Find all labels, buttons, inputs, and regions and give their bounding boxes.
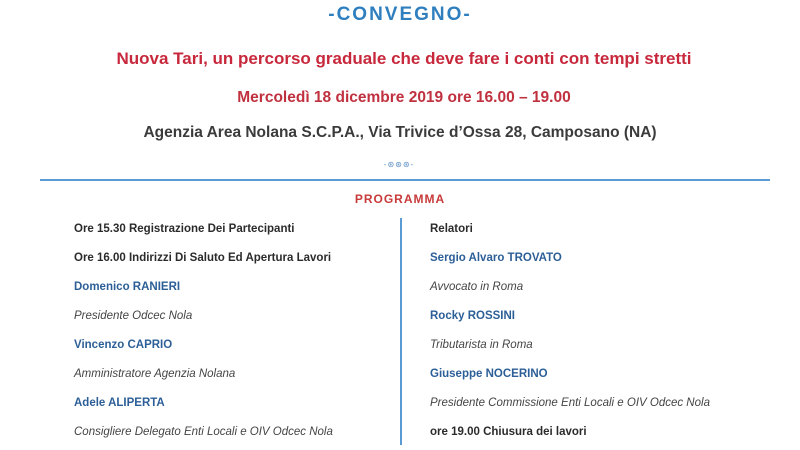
speaker-role: Consigliere Delegato Enti Locali e OIV Odcec Nola [74,426,333,438]
programma-left-column [74,218,333,450]
speaker-name: Adele ALIPERTA [74,397,165,409]
speaker-role: Tributarista in Roma [430,339,533,351]
horizontal-rule [40,179,770,181]
program-item: Ore 16.00 Indirizzi Di Saluto Ed Apertura Lavori [74,252,332,264]
relatori-heading: Relatori [430,223,473,235]
speaker-name: Domenico RANIERI [74,281,181,293]
program-item: ore 19.00 Chiusura dei lavori [430,426,587,438]
speaker-name: Rocky ROSSINI [430,310,515,322]
speaker-name: Giuseppe NOCERINO [430,368,548,380]
event-title: Nuova Tari, un percorso graduale che deve fare i conti con tempi stretti [116,49,692,68]
ornament-divider: -⊛⊛⊛- [383,160,415,169]
speaker-role: Avvocato in Roma [430,281,524,293]
programma-right-column [430,218,710,450]
speaker-name: Sergio Alvaro TROVATO [430,252,562,264]
event-type-heading: -CONVEGNO- [328,4,472,25]
event-date: Mercoledì 18 dicembre 2019 ore 16.00 – 19.00 [237,89,571,106]
event-venue: Agenzia Area Nolana S.C.P.A., Via Trivice d’Ossa 28, Camposano (NA) [143,124,657,141]
speaker-role: Presidente Odcec Nola [74,310,193,322]
programma-heading: PROGRAMMA [354,192,446,206]
column-divider [400,218,402,445]
speaker-role: Amministratore Agenzia Nolana [74,368,236,380]
speaker-name: Vincenzo CAPRIO [74,339,173,351]
program-item: Ore 15.30 Registrazione Dei Partecipanti [74,223,295,235]
speaker-role: Presidente Commissione Enti Locali e OIV Odcec Nola [430,397,710,409]
